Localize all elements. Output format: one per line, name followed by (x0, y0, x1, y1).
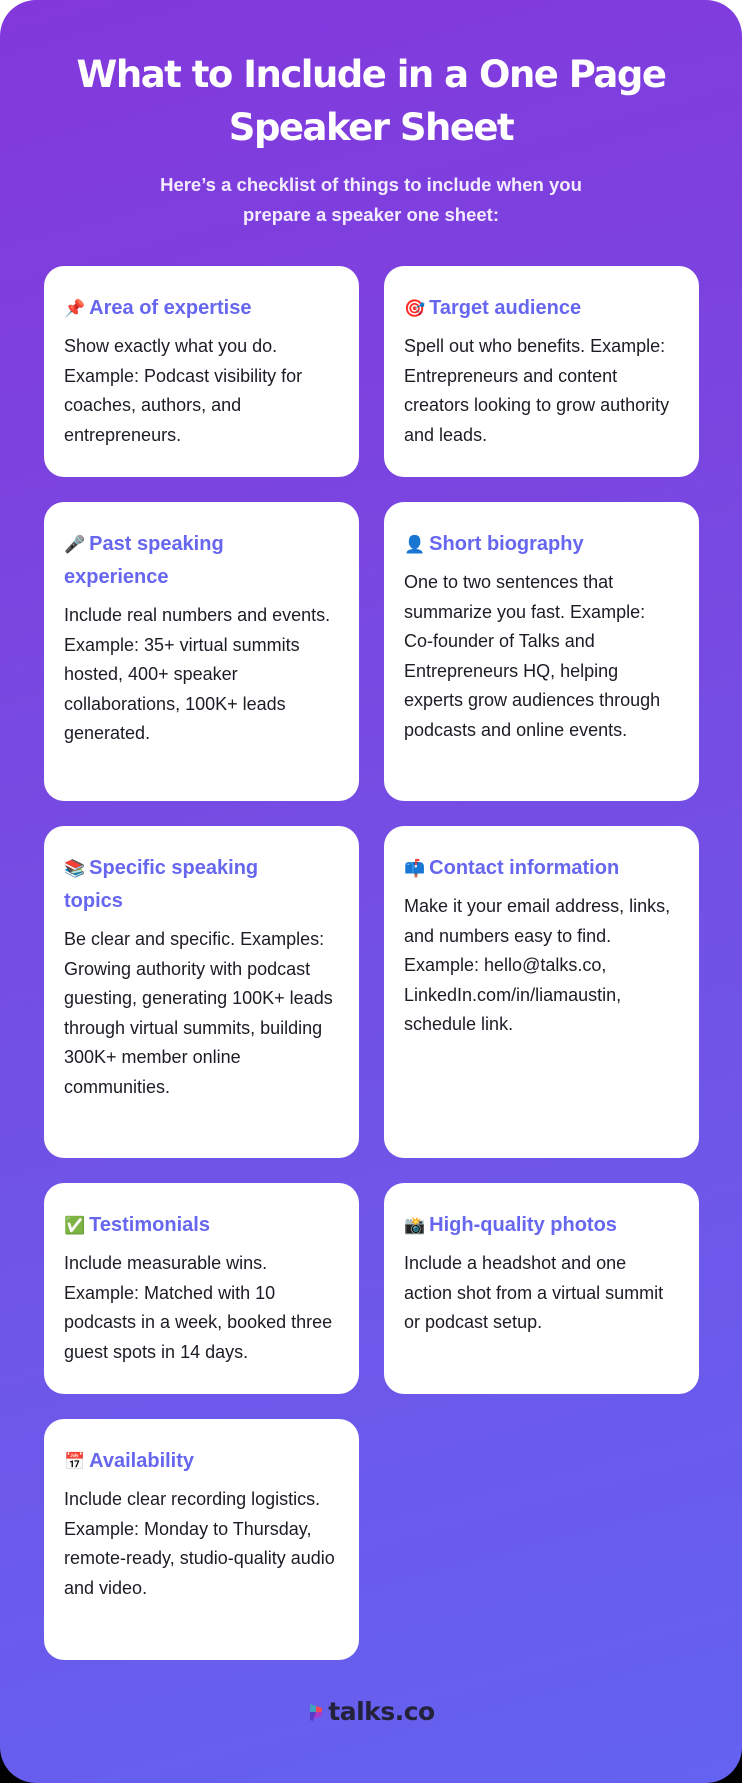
card-body: Spell out who benefits. Example: Entrepreneurs and content creators looking to grow authority and leads. (404, 336, 670, 445)
title-line-1: What to Include in a One Page (76, 53, 666, 96)
check-mark-icon: ✅ (64, 1216, 86, 1235)
card-title-text: Target audience (429, 297, 582, 319)
card-specific-speaking-topics (44, 826, 359, 1158)
page-subtitle (140, 170, 602, 230)
card-body: One to two sentences that summarize you fast. Example: Co-founder of Talks and Entrepreneurs HQ, helping experts grow audiences through podcasts and online events. (404, 572, 661, 740)
microphone-icon: 🎤 (64, 535, 86, 554)
card-high-quality-photos (384, 1183, 699, 1394)
card-testimonials (44, 1183, 359, 1394)
card-title-text: Area of expertise (89, 297, 252, 319)
page-title (0, 48, 742, 154)
subtitle-line-2: prepare a speaker one sheet: (242, 204, 500, 225)
card-target-audience (384, 266, 699, 477)
logo-text: talks.co (328, 1697, 435, 1726)
card-short-biography (384, 502, 699, 801)
card-title-text: Specific speaking topics (64, 857, 259, 912)
card-title-text: Past speaking experience (64, 533, 224, 588)
pushpin-icon: 📌 (64, 299, 86, 318)
target-icon: 🎯 (404, 299, 426, 318)
card-body: Include measurable wins. Example: Matched with 10 podcasts in a week, booked three guest spots in 14 days. (64, 1253, 333, 1362)
person-silhouette-icon: 👤 (404, 535, 426, 554)
card-title (404, 852, 679, 885)
card-title (64, 528, 284, 594)
card-title (404, 292, 679, 325)
card-title-text: Availability (89, 1450, 195, 1472)
card-area-of-expertise (44, 266, 359, 477)
card-body: Show exactly what you do. Example: Podcast visibility for coaches, authors, and entrepreneurs. (64, 336, 303, 445)
subtitle-line-1: Here’s a checklist of things to include when you (160, 174, 582, 195)
card-title (404, 1209, 679, 1242)
card-title-text: Testimonials (89, 1214, 210, 1236)
mailbox-icon: 📫 (404, 859, 426, 878)
card-body: Include clear recording logistics. Example: Monday to Thursday, remote-ready, studio-quality audio and video. (64, 1489, 335, 1598)
card-contact-information (384, 826, 699, 1158)
card-title (64, 1209, 339, 1242)
card-title-text: High-quality photos (429, 1214, 617, 1236)
card-body: Include a headshot and one action shot from a virtual summit or podcast setup. (404, 1253, 664, 1332)
card-title-text: Short biography (429, 533, 584, 555)
card-body: Include real numbers and events. Example: 35+ virtual summits hosted, 400+ speaker collaborations, 100K+ leads generated. (64, 605, 331, 743)
camera-flash-icon: 📸 (404, 1216, 426, 1235)
card-title (404, 528, 679, 561)
books-icon: 📚 (64, 859, 86, 878)
card-past-speaking-experience (44, 502, 359, 801)
title-line-2: Speaker Sheet (228, 106, 514, 149)
calendar-icon: 📅 (64, 1452, 86, 1471)
card-body: Be clear and specific. Examples: Growing authority with podcast guesting, generating 100K+ leads through virtual summits, building 300K+ member online communities. (64, 929, 333, 1097)
card-body: Make it your email address, links, and numbers easy to find. Example: hello@talks.co, LinkedIn.com/in/liamaustin, schedule link. (404, 896, 671, 1034)
card-title (64, 852, 294, 918)
card-title (64, 292, 339, 325)
footer-logo (0, 1697, 742, 1726)
card-availability (44, 1419, 359, 1660)
card-title (64, 1445, 339, 1478)
card-title-text: Contact information (429, 857, 620, 879)
talks-logo-mark-icon (307, 1701, 325, 1723)
